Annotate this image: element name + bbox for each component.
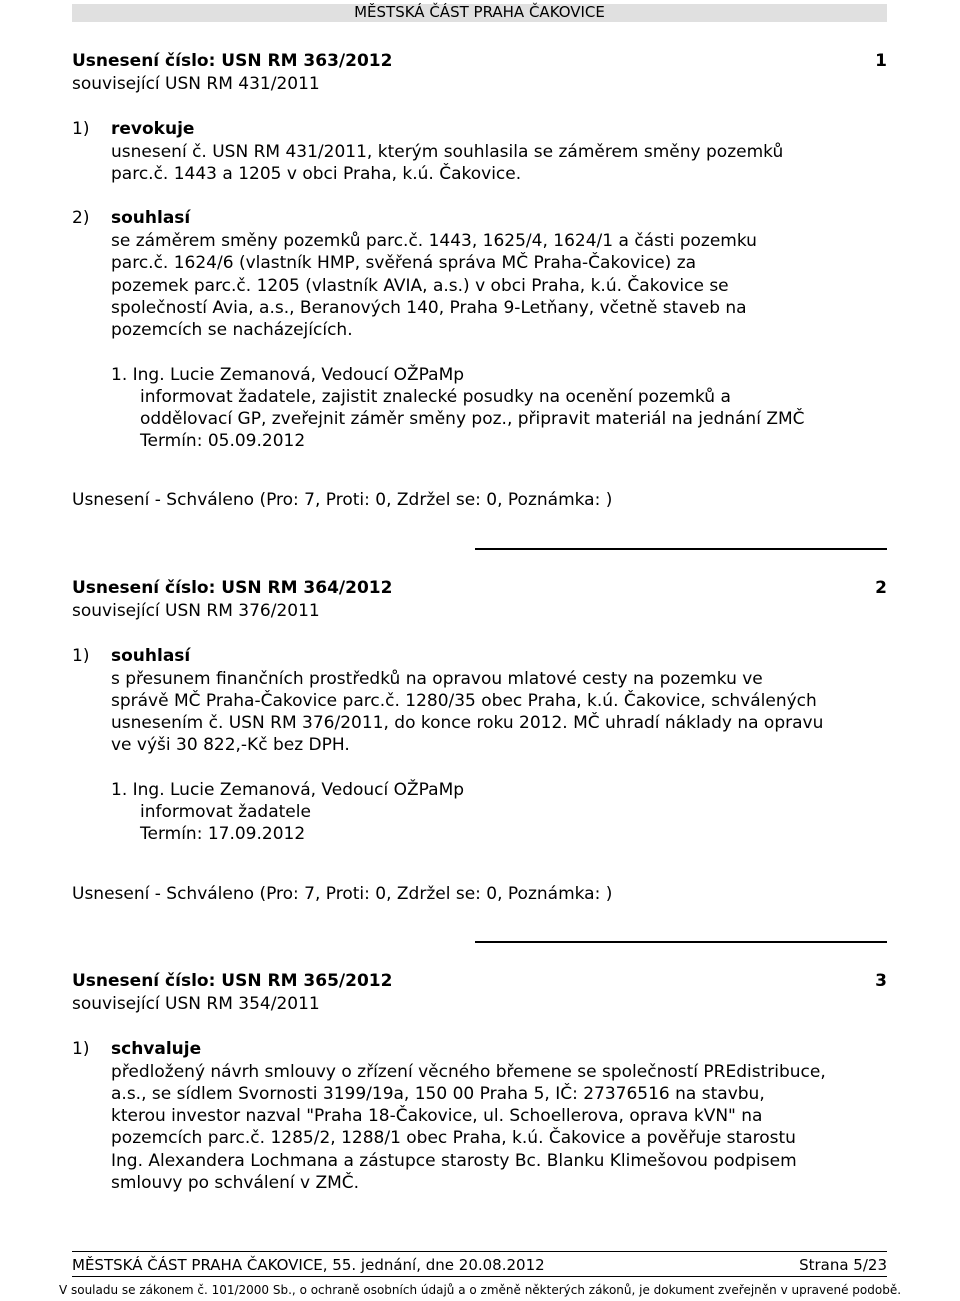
item-line: a.s., se sídlem Svornosti 3199/19a, 150 00 Praha 5, IČ: 27376516 na stavbu, <box>111 1084 765 1104</box>
task-owner: 1. Ing. Lucie Zemanová, Vedoucí OŽPaMp <box>111 365 465 385</box>
resolution-title: Usnesení číslo: USN RM 365/2012 <box>72 971 393 991</box>
item-verb: souhlasí <box>111 208 191 228</box>
item-line: kterou investor nazval "Praha 18-Čakovice, ul. Schoellerova, oprava kVN" na <box>111 1106 763 1126</box>
resolution-title: Usnesení číslo: USN RM 363/2012 <box>72 51 393 71</box>
task-owner: 1. Ing. Lucie Zemanová, Vedoucí OŽPaMp <box>111 780 465 800</box>
item-line: pozemcích parc.č. 1285/2, 1288/1 obec Praha, k.ú. Čakovice a pověřuje starostu <box>111 1128 796 1148</box>
related-resolution: související USN RM 376/2011 <box>72 601 320 621</box>
item-line: parc.č. 1443 a 1205 v obci Praha, k.ú. Čakovice. <box>111 164 522 184</box>
item-line: usnesení č. USN RM 431/2011, kterým souhlasila se záměrem směny pozemků <box>111 142 784 162</box>
item-line: parc.č. 1624/6 (vlastník HMP, svěřená správa MČ Praha-Čakovice) za <box>111 253 697 273</box>
task-line: oddělovací GP, zveřejnit záměr směny poz., připravit materiál na jednání ZMČ <box>140 409 805 429</box>
item-label: 1) <box>72 646 90 666</box>
resolution-title: Usnesení číslo: USN RM 364/2012 <box>72 578 393 598</box>
task-line: informovat žadatele, zajistit znalecké posudky na ocenění pozemků a <box>140 387 731 407</box>
item-verb: revokuje <box>111 119 195 139</box>
item-line: předložený návrh smlouvy o zřízení věcného břemene se společností PREdistribuce, <box>111 1062 826 1082</box>
item-line: pozemek parc.č. 1205 (vlastník AVIA, a.s.) v obci Praha, k.ú. Čakovice se <box>111 276 729 296</box>
item-line: pozemcích se nacházejících. <box>111 320 353 340</box>
item-label: 1) <box>72 1039 90 1059</box>
resolution-number: 2 <box>875 578 887 598</box>
item-line: společností Avia, a.s., Beranových 140, Praha 9-Letňany, včetně staveb na <box>111 298 747 318</box>
section-divider <box>475 941 887 943</box>
item-line: s přesunem finančních prostředků na opravou mlatové cesty na pozemku ve <box>111 669 763 689</box>
item-label: 2) <box>72 208 90 228</box>
task-deadline: Termín: 05.09.2012 <box>140 431 306 451</box>
footer-page-number: Strana 5/23 <box>799 1256 887 1274</box>
footer-divider <box>72 1251 887 1252</box>
item-line: usnesením č. USN RM 376/2011, do konce roku 2012. MČ uhradí náklady na opravu <box>111 713 824 733</box>
privacy-note: V souladu se zákonem č. 101/2000 Sb., o ochraně osobních údajů a o změně některých zákonů, je dokument zveřejněn v upravené podobě. <box>58 1283 902 1297</box>
section-divider <box>475 548 887 550</box>
item-verb: schvaluje <box>111 1039 202 1059</box>
related-resolution: související USN RM 354/2011 <box>72 994 320 1014</box>
item-verb: souhlasí <box>111 646 191 666</box>
item-line: se záměrem směny pozemků parc.č. 1443, 1625/4, 1624/1 a části pozemku <box>111 231 757 251</box>
task-line: informovat žadatele <box>140 802 311 822</box>
item-line: ve výši 30 822,-Kč bez DPH. <box>111 735 350 755</box>
task-deadline: Termín: 17.09.2012 <box>140 824 306 844</box>
item-label: 1) <box>72 119 90 139</box>
header-title: MĚSTSKÁ ČÁST PRAHA ČAKOVICE <box>354 3 605 21</box>
footer-meeting-info: MĚSTSKÁ ČÁST PRAHA ČAKOVICE, 55. jednání, dne 20.08.2012 <box>72 1256 545 1274</box>
voting-result: Usnesení - Schváleno (Pro: 7, Proti: 0, Zdržel se: 0, Poznámka: ) <box>72 884 613 904</box>
item-line: Ing. Alexandera Lochmana a zástupce starosty Bc. Blanku Klimešovou podpisem <box>111 1151 797 1171</box>
item-line: správě MČ Praha-Čakovice parc.č. 1280/35 obec Praha, k.ú. Čakovice, schválených <box>111 691 817 711</box>
item-line: smlouvy po schválení v ZMČ. <box>111 1173 360 1193</box>
resolution-number: 3 <box>875 971 887 991</box>
voting-result: Usnesení - Schváleno (Pro: 7, Proti: 0, Zdržel se: 0, Poznámka: ) <box>72 490 613 510</box>
resolution-number: 1 <box>875 51 887 71</box>
footer-divider <box>72 1276 887 1277</box>
related-resolution: související USN RM 431/2011 <box>72 74 320 94</box>
